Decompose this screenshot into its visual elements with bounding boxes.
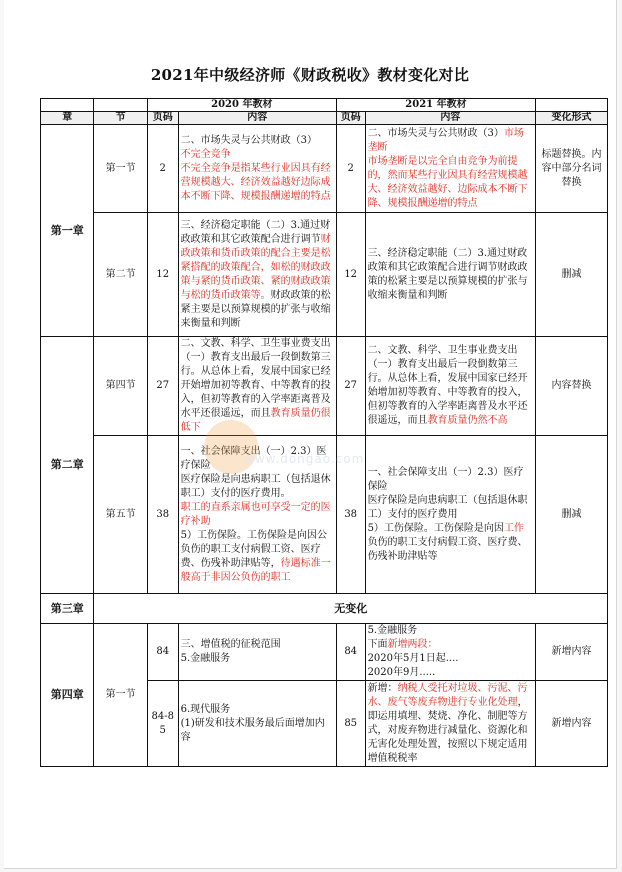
section-cell: 第四节 [94,337,147,436]
content-text: 负伤的职工支付病假工资、医疗费、伤残补助津贴等 [367,536,528,562]
content-text: 新增： [367,682,398,694]
page-2020-cell: 38 [147,436,178,594]
no-change-cell: 无变化 [94,594,608,624]
content-2021-cell [365,337,536,436]
content-text: 2020年5月1日起.... 2020年9月..... [367,653,459,678]
content-text: ，即运用填埋、焚烧、净化、制肥等方式，对废弃物进行减量化、资源化和无害化处理处置，按照以下规定适用增值税税率 [367,696,528,764]
page-2021-cell: 27 [336,337,365,436]
content-text: 一、社会保障支出（一）2.3）医疗保险 医疗保险是向患病职工（包括退休职工）支付的医疗费用。 [180,445,331,499]
header-page-2021: 页码 [336,112,365,125]
document-page [4,0,617,869]
content-text: 二、市场失灵与公共财政（3） [180,134,317,146]
section-cell: 第五节 [94,436,147,594]
content-text: 财政政策的松紧主要是以预算规模的扩张与收缩来衡量和判断 [180,289,331,329]
content-2021-cell [365,681,536,767]
chapter-cell: 第二章 [41,337,94,594]
chapter-cell: 第四章 [41,624,94,767]
header-row-columns [41,112,608,125]
changed-text: 职工的直系亲属也可享受一定的医疗补助 [180,501,331,527]
header-chapter: 章 [41,112,94,125]
comparison-table [40,98,608,767]
table-row [41,436,608,594]
content-2020-cell: 三、增值税的征税范围 5.金融服务 [178,624,336,681]
section-cell: 第二节 [94,213,147,337]
content-2021-cell: 三、经济稳定职能（二）3.通过财政政策和其它政策配合进行调节财政政策的松紧主要是以预算规模的扩张与收缩来衡量和判断 [365,213,536,337]
content-text: 5.金融服务 下面 [367,625,418,650]
content-text: 三、经济稳定职能（二）3.通过财政政策和其它政策配合进行调节 [180,219,331,245]
content-2020-cell: 6.现代服务 (1)研发和技术服务最后面增加内容 [178,681,336,767]
change-type-cell: 内容替换 [536,337,608,436]
change-type-cell: 删减 [536,436,608,594]
content-text: 5）工伤保险。工伤保险是向因公负伤的职工支付病假工资、医疗费、伤残补助津贴等， [180,529,327,569]
table-row [41,594,608,624]
header-blank [536,99,608,112]
changed-text: 纳税人受托对垃圾、污泥、污水、废气等废弃物进行专业化处理 [367,682,528,708]
header-page-2020: 页码 [147,112,178,125]
content-2021-cell [365,624,536,681]
header-change-type: 变化形式 [536,112,608,125]
header-edition-2020: 2020 年教材 [147,99,336,112]
chapter-cell: 第一章 [41,125,94,337]
header-blank [41,99,94,112]
page-2020-cell: 2 [147,125,178,213]
change-type-cell: 新增内容 [536,681,608,767]
header-row-editions [41,99,608,112]
changed-text: 不完全竞争 不完全竞争是指某些行业因具有经营规模越大、经济效益越好边际成本不断下降、规模报酬递增的特点 [180,148,331,202]
changed-text: 教育质量仍然不高 [427,415,508,426]
changed-text: 工作 [503,522,524,534]
page-2020-cell: 84 [147,624,178,681]
content-text: 二、文教、科学、卫生事业费支出（一）教育支出最后一段倒数第三行。从总体上看，发展中国家已经开始增加初等教育、中等教育的投入，但初等教育的入学率距离普及水平还很遥远，而且 [180,338,331,419]
header-content-2020: 内容 [178,112,336,125]
watermark-url: www.dongao.com [244,452,365,466]
page-2021-cell: 12 [336,213,365,337]
page-2020-cell: 12 [147,213,178,337]
table-row [41,213,608,337]
page-2020-cell: 84-85 [147,681,178,767]
change-type-cell: 新增内容 [536,624,608,681]
page-2021-cell: 84 [336,624,365,681]
changed-text: 教育质量仍很低下 [180,408,331,433]
header-content-2021: 内容 [365,112,536,125]
chapter-cell: 第三章 [41,594,94,624]
change-type-cell: 标题替换。内容中部分名词替换 [536,125,608,213]
content-2020-cell [178,125,336,213]
changed-text: 市场垄断 市场垄断是以完全自由竞争为前提的，然而某些行业因具有经营规模越大、经济效益越好、边际成本不断下降、规模报酬递增的特点 [367,127,528,209]
page-2021-cell: 85 [336,681,365,767]
content-2020-cell [178,337,336,436]
content-2021-cell [365,436,536,594]
content-text: 二、市场失灵与公共财政（3） [367,127,504,139]
header-section: 节 [94,112,147,125]
changed-text: 财政政策和货币政策的配合主要是松紧搭配的政策配合，如松的财政政策与紧的货币政策、紧的财政政策与松的货币政策等。 [180,233,331,301]
document-title: 2021年中级经济师《财政税收》教材变化对比 [150,66,470,84]
table-row [41,337,608,436]
change-type-cell: 删减 [536,213,608,337]
page-2021-cell: 38 [336,436,365,594]
changed-text: 新增两段： [387,639,438,650]
table-row [41,624,608,681]
changed-text: 待遇标准一般高于非因公负伤的职工 [180,557,331,583]
content-2021-cell [365,125,536,213]
content-2020-cell [178,436,336,594]
header-blank [94,99,147,112]
content-2020-cell [178,213,336,337]
page-2021-cell: 2 [336,125,365,213]
table-row [41,125,608,213]
content-text: 二、文教、科学、卫生事业费支出（一）教育支出最后一段倒数第三行。从总体上看，发展中国家已经开始增加初等教育、中等教育的投入，但初等教育的入学率距离普及水平还很遥远，而且 [367,345,528,426]
section-cell: 第一节 [94,125,147,213]
section-cell: 第一节 [94,624,147,767]
content-text: 一、社会保障支出（一）2.3）医疗保险 医疗保险是向患病职工（包括退休职工）支付的医疗费用 5）工伤保险。工伤保险是向因 [367,466,528,534]
header-edition-2021: 2021 年教材 [336,99,535,112]
page-2020-cell: 27 [147,337,178,436]
